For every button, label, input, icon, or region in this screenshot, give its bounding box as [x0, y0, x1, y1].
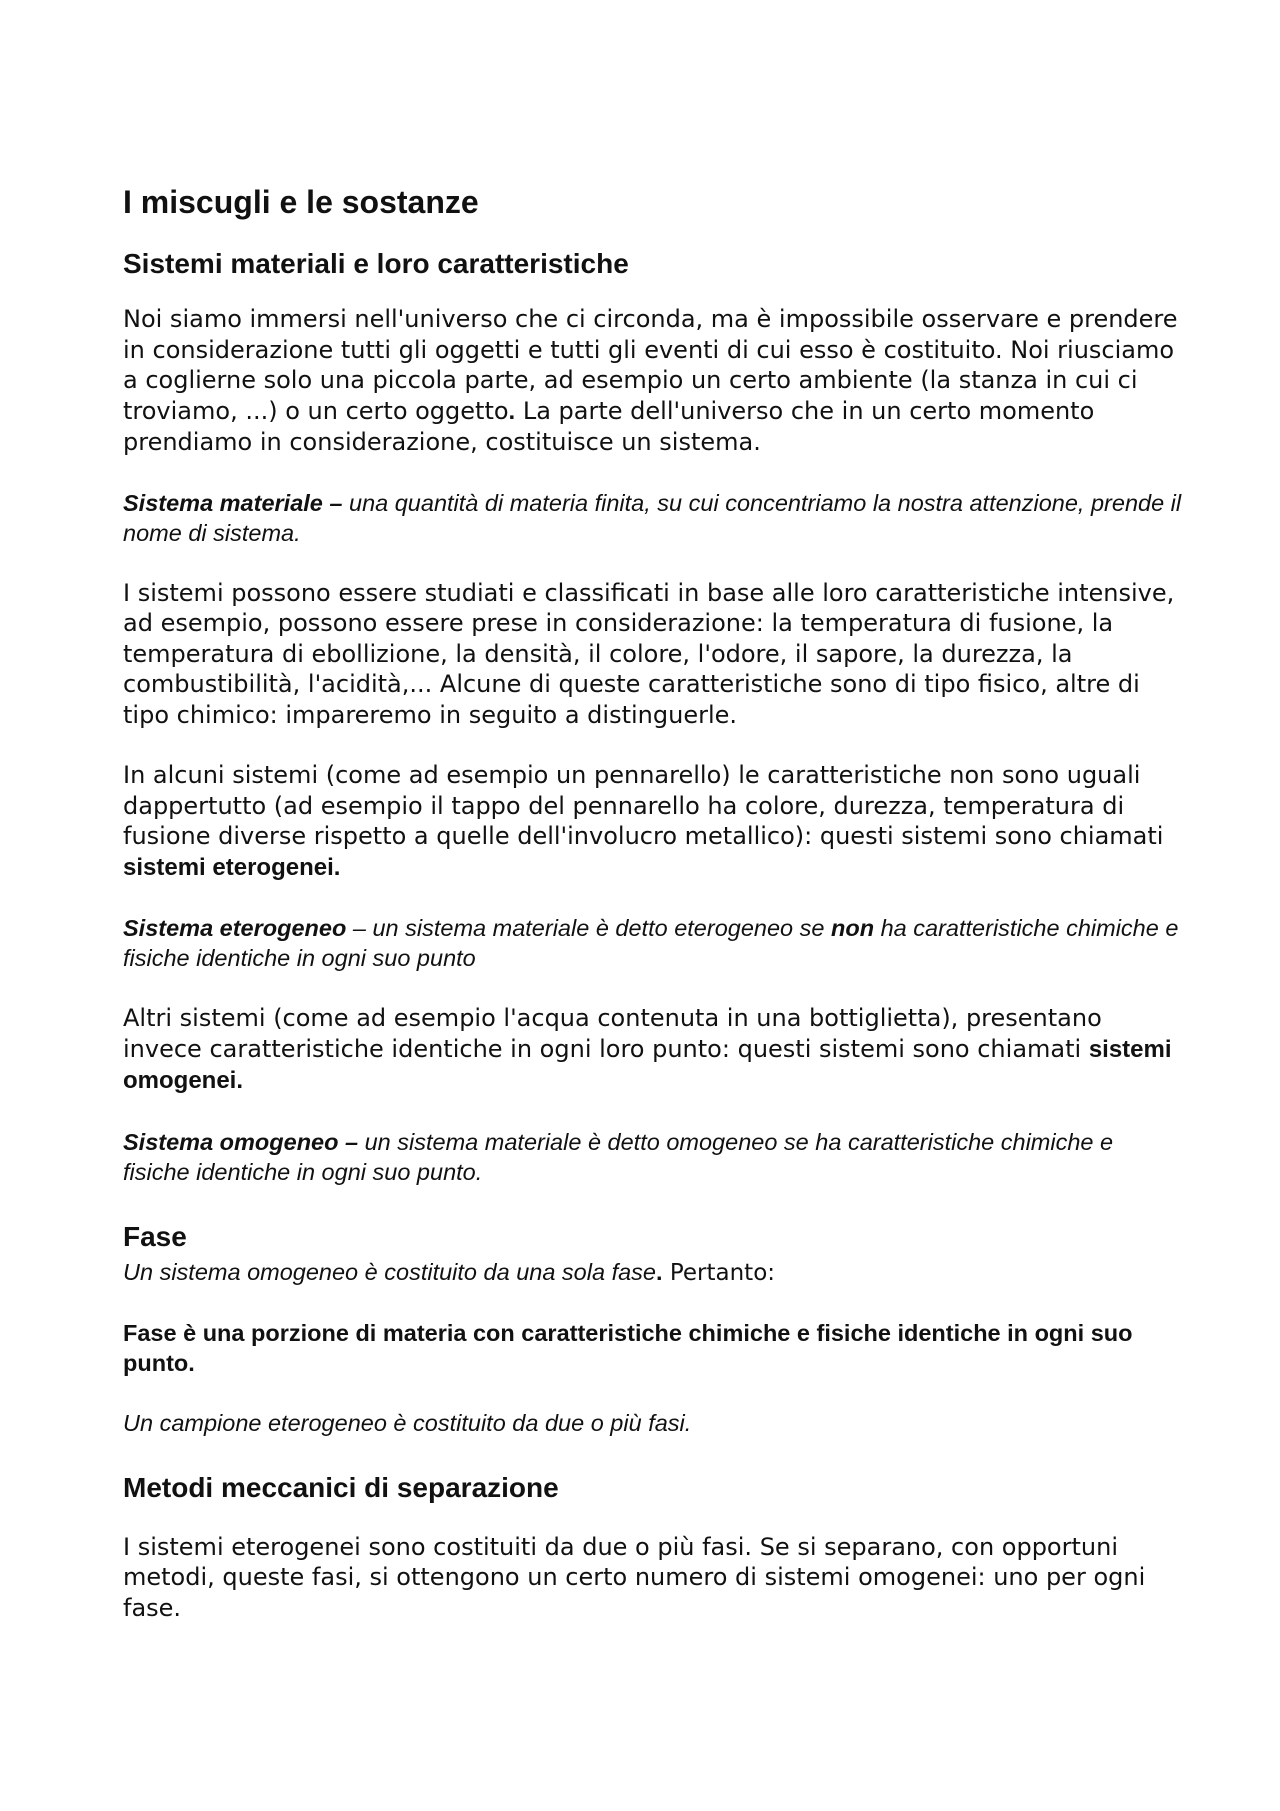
- paragraph-universo-part-a: Noi siamo immersi nell'universo che ci circonda, ma è impossibile osservare e prendere in considerazione tutti gli oggetti e tutti gli eventi di cui esso è costituito. Noi riusciamo a coglierne solo una piccola parte, ad esempio un certo ambiente (la stanza in cui ci troviamo, ...) o un certo oggetto: [123, 305, 1178, 425]
- section-heading-fase: Fase: [123, 1220, 187, 1252]
- definition-emphasis-non: non: [831, 915, 875, 941]
- paragraph-sistemi-eterogenei-text: In alcuni sistemi (come ad esempio un pennarello) le caratteristiche non sono uguali dappertutto (ad esempio il tappo del pennarello ha colore, durezza, temperatura di fusione diverse rispetto a quelle dell'involucro metallico): questi sistemi sono chiamati: [123, 761, 1164, 850]
- term-sistemi-eterogenei: sistemi eterogenei.: [123, 853, 341, 881]
- definition-sistema-eterogeneo: [123, 913, 1183, 973]
- term-sistemi-omogenei: sistemi omogenei.: [123, 1035, 1172, 1094]
- definition-term-sistema-materiale: Sistema materiale –: [123, 489, 343, 516]
- definition-term-sistema-eterogeneo: Sistema eterogeneo: [123, 915, 347, 941]
- definition-text-sistema-materiale: una quantità di materia finita, su cui concentriamo la nostra attenzione, prende il nome di sistema.: [123, 489, 1182, 546]
- fase-intro-bold-dot: .: [655, 1258, 663, 1285]
- paragraph-fase-intro: [123, 1257, 1183, 1288]
- definition-fase: Fase è una porzione di materia con caratteristiche chimiche e fisiche identiche in ogni suo punto.: [123, 1319, 1133, 1376]
- note-campione-eterogeneo: Un campione eterogeneo è costituito da due o più fasi.: [123, 1409, 692, 1436]
- paragraph-metodi-separazione: I sistemi eterogenei sono costituiti da due o più fasi. Se si separano, con opportuni metodi, queste fasi, si ottengono un certo numero di sistemi omogenei: uno per ogni fase.: [123, 1532, 1146, 1622]
- definition-term-sistema-omogeneo: Sistema omogeneo –: [123, 1128, 359, 1155]
- definition-sistema-omogeneo: [123, 1127, 1183, 1187]
- definition-sistema-materiale: [123, 488, 1183, 548]
- paragraph-universo: [123, 304, 1183, 458]
- section-heading-metodi-meccanici: Metodi meccanici di separazione: [123, 1471, 559, 1503]
- definition-text-eterogeneo-b: ha caratteristiche chimiche e fisiche identiche in ogni suo punto: [123, 915, 1179, 971]
- paragraph-sistemi-omogenei-text: Altri sistemi (come ad esempio l'acqua contenuta in una bottiglietta), presentano invece caratteristiche identiche in ogni loro punto: questi sistemi sono chiamati: [123, 1004, 1102, 1063]
- paragraph-universo-bold-dot: .: [508, 397, 516, 425]
- paragraph-caratteristiche-intensive: I sistemi possono essere studiati e classificati in base alle loro caratteristiche intensive, ad esempio, possono essere prese in considerazione: la temperatura di fusione, la temperatura di ebollizione, la densità, il colore, l'odore, il sapore, la durezza, la combustibilità, l'acidità,... Alcune di queste caratteristiche sono di tipo fisico, altre di tipo chimico: impareremo in seguito a distinguerle.: [123, 578, 1175, 729]
- fase-intro-italic: Un sistema omogeneo è costituito da una sola fase: [123, 1258, 656, 1285]
- paragraph-sistemi-omogenei: [123, 1003, 1183, 1097]
- definition-text-eterogeneo-a: – un sistema materiale è detto eterogeneo se: [346, 915, 831, 941]
- document-title: I miscugli e le sostanze: [123, 184, 479, 220]
- definition-text-sistema-omogeneo: un sistema materiale è detto omogeneo se ha caratteristiche chimiche e fisiche identiche in ogni suo punto.: [123, 1128, 1114, 1185]
- section-heading-sistemi-materiali: Sistemi materiali e loro caratteristiche: [123, 248, 629, 279]
- paragraph-sistemi-eterogenei: [123, 760, 1183, 883]
- paragraph-universo-part-b: La parte dell'universo che in un certo momento prendiamo in considerazione, costituisce un sistema.: [123, 396, 1095, 456]
- fase-intro-rest: Pertanto:: [662, 1259, 776, 1286]
- document-page: [123, 180, 1183, 1653]
